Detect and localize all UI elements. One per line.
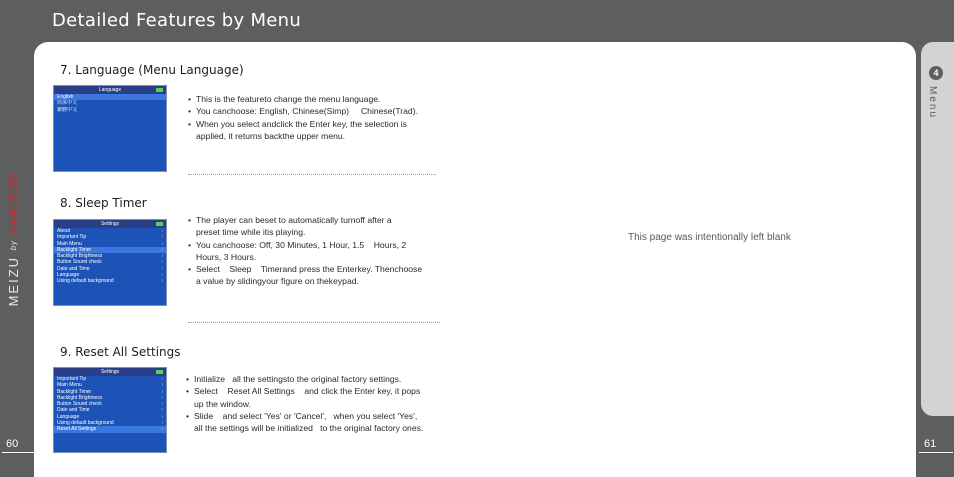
section-title-reset-settings: 9. Reset All Settings (60, 345, 181, 359)
page-number-left-rule (2, 452, 34, 453)
screen-menu-row: Language › (57, 272, 163, 279)
chevron-right-icon: › (161, 278, 163, 285)
battery-icon (156, 88, 163, 92)
screen-menu-row: Backlight Brightness › (57, 394, 163, 401)
page-number-right: 61 (924, 438, 937, 450)
page-number-left: 60 (6, 438, 19, 450)
chevron-right-icon: › (161, 382, 163, 389)
chapter-number-badge: 4 (929, 66, 943, 80)
screen-menu-row: Button Sound check › (57, 259, 163, 266)
chevron-right-icon: › (161, 234, 163, 241)
screen-menu-row: Important Tip › (57, 234, 163, 241)
screen-menu-row: Using default background › (57, 278, 163, 285)
chevron-right-icon: › (161, 376, 163, 382)
language-screen-image (53, 85, 167, 172)
chevron-right-icon: › (161, 228, 163, 234)
chevron-right-icon: › (161, 394, 163, 401)
section-divider (188, 322, 440, 323)
screen-menu-row: 繁體中文 (57, 106, 78, 113)
chevron-right-icon: › (161, 253, 163, 260)
bullet-item: • Initialize all the settingsto the original factory settings. (186, 373, 486, 385)
screen-menu-row: English (54, 94, 166, 100)
chapter-tab-label: Menu (927, 86, 938, 120)
spine-by-text: by (9, 239, 18, 250)
reset-settings-screen-image (53, 367, 167, 453)
chevron-right-icon: › (161, 259, 163, 266)
dane-elec-logo-text: DANE-ELEC (8, 172, 19, 234)
chevron-right-icon: › (161, 265, 163, 272)
screen-status-bar: Settings (54, 368, 166, 376)
screen-menu-row: Backlight Brightness › (57, 253, 163, 260)
screen-menu-row: Main Menu › (57, 382, 163, 389)
bullet-item: • This is the featureto change the menu language. (188, 93, 488, 105)
bullet-item: • Slide and select 'Yes' or 'Cancel', when you select 'Yes', all the settings will be initialized to the original factory ones. (186, 410, 486, 435)
reset-settings-bullets (186, 373, 486, 434)
bullet-item: • You canchoose: Off, 30 Minutes, 1 Hour, 1.5 Hours, 2 Hours, 3 Hours. (188, 239, 488, 264)
screen-menu-row: Backlight Timer › (54, 247, 166, 253)
chevron-right-icon: › (161, 272, 163, 279)
screen-menu-row: About › (57, 228, 163, 234)
section-title-sleep-timer: 8. Sleep Timer (60, 196, 147, 210)
screen-menu-row: Button Sound check › (57, 401, 163, 408)
chevron-right-icon: › (161, 240, 163, 247)
screen-menu-row: Important Tip › (57, 376, 163, 382)
battery-icon (156, 222, 163, 226)
meizu-logo-text: MEIZU (6, 255, 21, 307)
chevron-right-icon: › (161, 388, 163, 395)
battery-icon (156, 370, 163, 374)
language-bullets (188, 93, 488, 142)
screen-menu-row: 简体中文 (57, 100, 78, 107)
screen-status-bar: Language (54, 86, 166, 94)
chevron-right-icon: › (161, 426, 163, 433)
screen-menu-row: Using default background › (57, 420, 163, 427)
screen-menu-row: Language › (57, 413, 163, 420)
screen-menu-row: Backlight Timer › (57, 388, 163, 395)
screen-menu-row: Main Menu › (57, 240, 163, 247)
page-header-title: Detailed Features by Menu (52, 10, 302, 31)
bullet-item: • When you select andclick the Enter key, the selection is applied, it returns backthe upper menu. (188, 118, 488, 143)
chevron-right-icon: › (161, 420, 163, 427)
chevron-right-icon: › (161, 401, 163, 408)
section-divider (188, 174, 436, 175)
screen-menu-row: Date and Time › (57, 407, 163, 414)
blank-page-note: This page was intentionally left blank (628, 232, 791, 243)
chevron-right-icon: › (161, 407, 163, 414)
screen-menu-row: Date and Time › (57, 265, 163, 272)
sleep-timer-screen-image (53, 219, 167, 306)
bullet-item: • Select Reset All Settings and click the Enter key, it pops up the window. (186, 385, 486, 410)
spine-branding (6, 172, 21, 306)
page-number-right-rule (919, 452, 953, 453)
bullet-item: • The player can beset to automatically turnoff after a preset time while itis playing. (188, 214, 488, 239)
bullet-item: • You canchoose: English, Chinese(Simp) Chinese(Trad). (188, 105, 488, 117)
section-title-language: 7. Language (Menu Language) (60, 63, 244, 77)
screen-menu-row: Reset All Settings › (54, 426, 166, 432)
bullet-item: • Select Sleep Timerand press the Enterkey. Thenchoose a value by slidingyour figure on thekeypad. (188, 263, 488, 288)
chevron-right-icon: › (161, 413, 163, 420)
screen-status-bar: Settings (54, 220, 166, 228)
sleep-timer-bullets (188, 214, 488, 288)
chevron-right-icon: › (161, 246, 163, 253)
